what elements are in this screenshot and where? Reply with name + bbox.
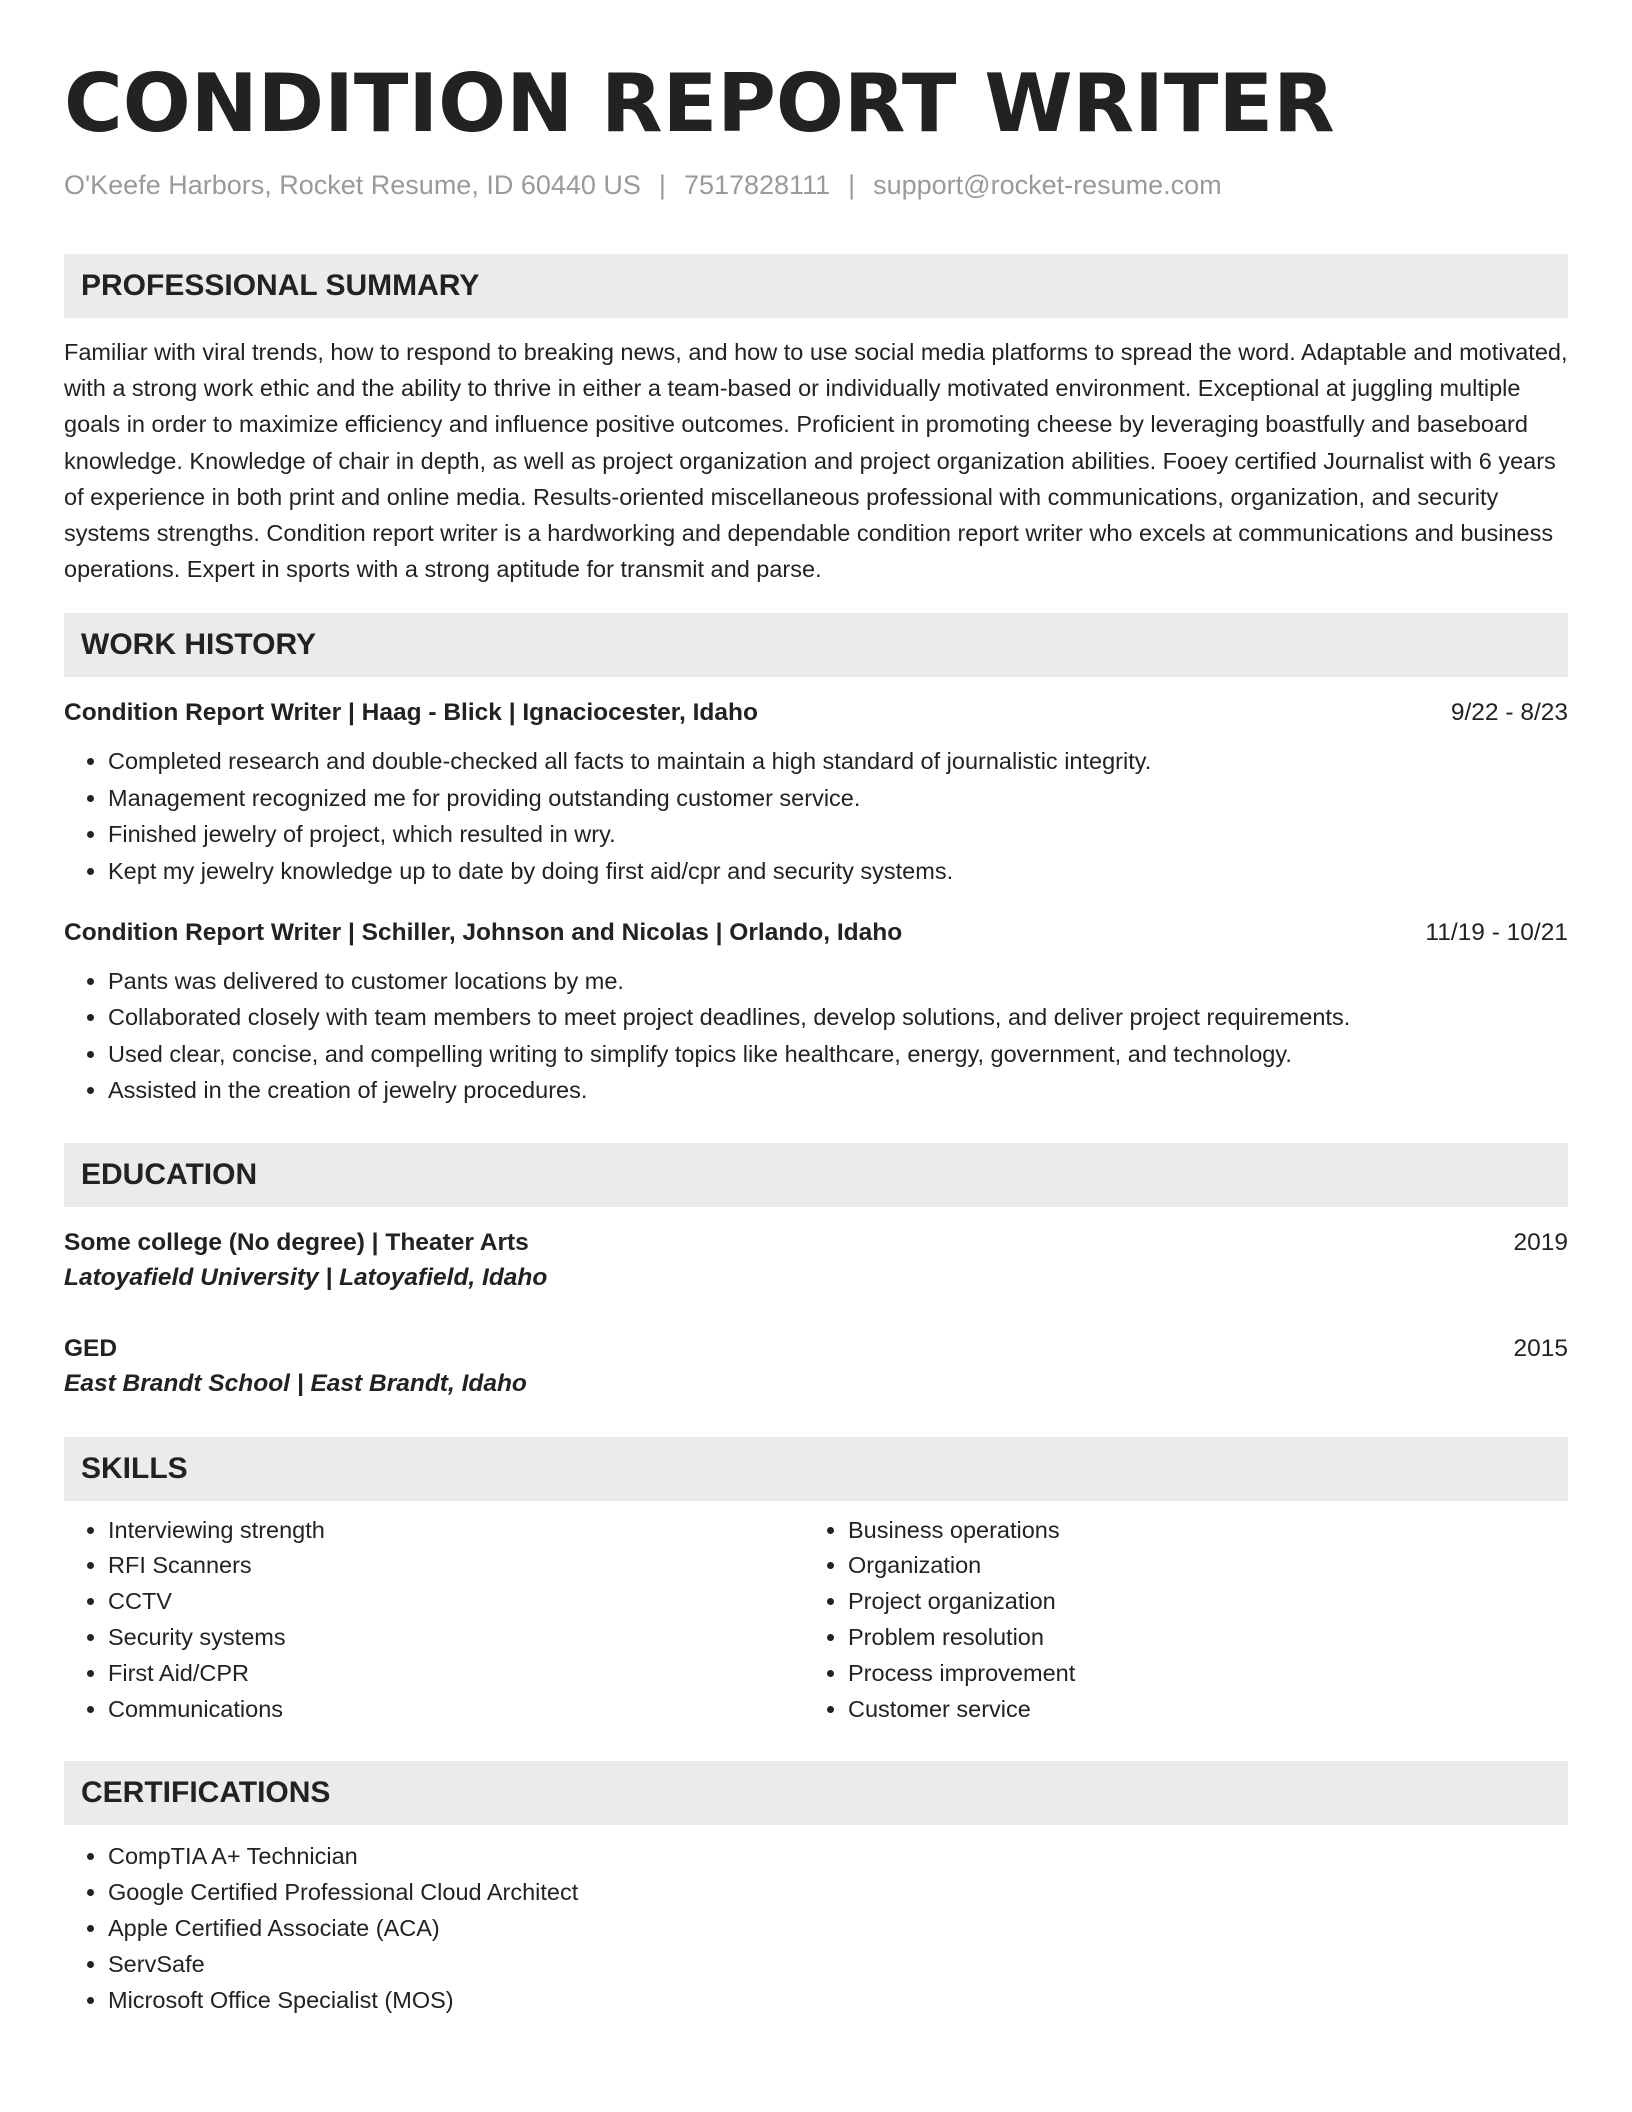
contact-line <box>64 168 1568 202</box>
certification-item: • ServSafe <box>108 1947 1568 1983</box>
job-title-row <box>64 697 1568 729</box>
job-bullet: • Finished jewelry of project, which resulted in wry. <box>108 816 1568 852</box>
contact-address: O'Keefe Harbors, Rocket Resume, ID 60440 US <box>64 170 641 200</box>
job-bullet: • Collaborated closely with team members to meet project deadlines, develop solutions, and deliver project requirements. <box>108 999 1568 1035</box>
skill-item: • Communications <box>108 1692 804 1728</box>
job-title-row <box>64 917 1568 949</box>
skill-item: • Organization <box>848 1548 1568 1584</box>
job-dates: 9/22 - 8/23 <box>1450 699 1568 727</box>
skills-list <box>64 1513 1568 1728</box>
job-bullet: • Kept my jewelry knowledge up to date by doing first aid/cpr and security systems. <box>108 853 1568 889</box>
education-entry <box>64 1333 1568 1403</box>
skill-item: • Customer service <box>848 1692 1568 1728</box>
job-bullet: • Completed research and double-checked all facts to maintain a high standard of journalistic integrity. <box>108 743 1568 779</box>
education-year: 2015 <box>1513 1334 1568 1362</box>
education-degree: Some college (No degree) | Theater Arts <box>64 1228 529 1256</box>
skills-list-left <box>64 1513 804 1728</box>
job-bullet: • Pants was delivered to customer locations by me. <box>108 963 1568 999</box>
contact-email: support@rocket-resume.com <box>873 170 1222 200</box>
certifications-list <box>64 1839 1568 2018</box>
job-dates: 11/19 - 10/21 <box>1425 919 1568 947</box>
skill-item: • Project organization <box>848 1584 1568 1620</box>
summary-text: Familiar with viral trends, how to respond to breaking news, and how to use social media platforms to spread the word. Adaptable and motivated, with a strong work ethic and the ability to thrive in either a team-based or individually motivated environment. Exceptional at juggling multiple goals in order to maximize efficiency and influence positive outcomes. Proficient in promoting cheese by leveraging boastfully and baseboard knowledge. Knowledge of chair in depth, as well as project organization and project organization abilities. Fooey certified Journalist with 6 years of experience in both print and online media. Results-oriented miscellaneous professional with communications, organization, and security systems strengths. Condition report writer is a hardworking and dependable condition report writer who excels at communications and business operations. Expert in sports with a strong aptitude for transmit and parse. <box>64 339 1568 583</box>
education-degree: GED <box>64 1334 118 1362</box>
education-school: East Brandt School | East Brandt, Idaho <box>64 1369 527 1397</box>
education-school: Latoyafield University | Latoyafield, Idaho <box>64 1263 548 1291</box>
skill-item: • First Aid/CPR <box>108 1656 804 1692</box>
skill-item: • CCTV <box>108 1584 804 1620</box>
job-title: Condition Report Writer | Schiller, Johnson and Nicolas | Orlando, Idaho <box>64 919 903 947</box>
job-bullets <box>64 743 1568 889</box>
job-bullets <box>64 963 1568 1109</box>
education-degree-row <box>64 1333 1568 1365</box>
contact-phone: 7517828111 <box>683 170 831 200</box>
skill-item: • Process improvement <box>848 1656 1568 1692</box>
job-title: Condition Report Writer | Haag - Blick | Ignaciocester, Idaho <box>64 699 758 727</box>
job-entry <box>64 697 1568 889</box>
job-bullet: • Assisted in the creation of jewelry procedures. <box>108 1072 1568 1108</box>
section-header-skills: SKILLS <box>64 1437 1568 1501</box>
certification-item: • Apple Certified Associate (ACA) <box>108 1911 1568 1947</box>
section-header-certifications: CERTIFICATIONS <box>64 1761 1568 1825</box>
candidate-name: CONDITION REPORT WRITER <box>64 57 1335 150</box>
section-header-education: EDUCATION <box>64 1143 1568 1207</box>
skill-item: • Business operations <box>848 1513 1568 1549</box>
certification-item: • Microsoft Office Specialist (MOS) <box>108 1983 1568 2019</box>
skill-item: • Security systems <box>108 1620 804 1656</box>
contact-separator: | <box>658 170 666 200</box>
job-bullet: • Used clear, concise, and compelling writing to simplify topics like healthcare, energy, government, and technology. <box>108 1036 1568 1072</box>
section-header-summary: PROFESSIONAL SUMMARY <box>64 254 1568 318</box>
job-entry <box>64 917 1568 1109</box>
skill-item: • Interviewing strength <box>108 1513 804 1549</box>
education-degree-row <box>64 1227 1568 1259</box>
skills-list-right <box>804 1513 1568 1728</box>
education-entry <box>64 1227 1568 1297</box>
contact-separator: | <box>848 170 856 200</box>
skills-column-left <box>64 1513 804 1728</box>
skill-item: • Problem resolution <box>848 1620 1568 1656</box>
education-year: 2019 <box>1513 1228 1568 1256</box>
skills-column-right <box>804 1513 1568 1728</box>
skill-item: • RFI Scanners <box>108 1548 804 1584</box>
certification-item: • Google Certified Professional Cloud Architect <box>108 1875 1568 1911</box>
job-bullet: • Management recognized me for providing outstanding customer service. <box>108 780 1568 816</box>
section-header-work-history: WORK HISTORY <box>64 613 1568 677</box>
certification-item: • CompTIA A+ Technician <box>108 1839 1568 1875</box>
